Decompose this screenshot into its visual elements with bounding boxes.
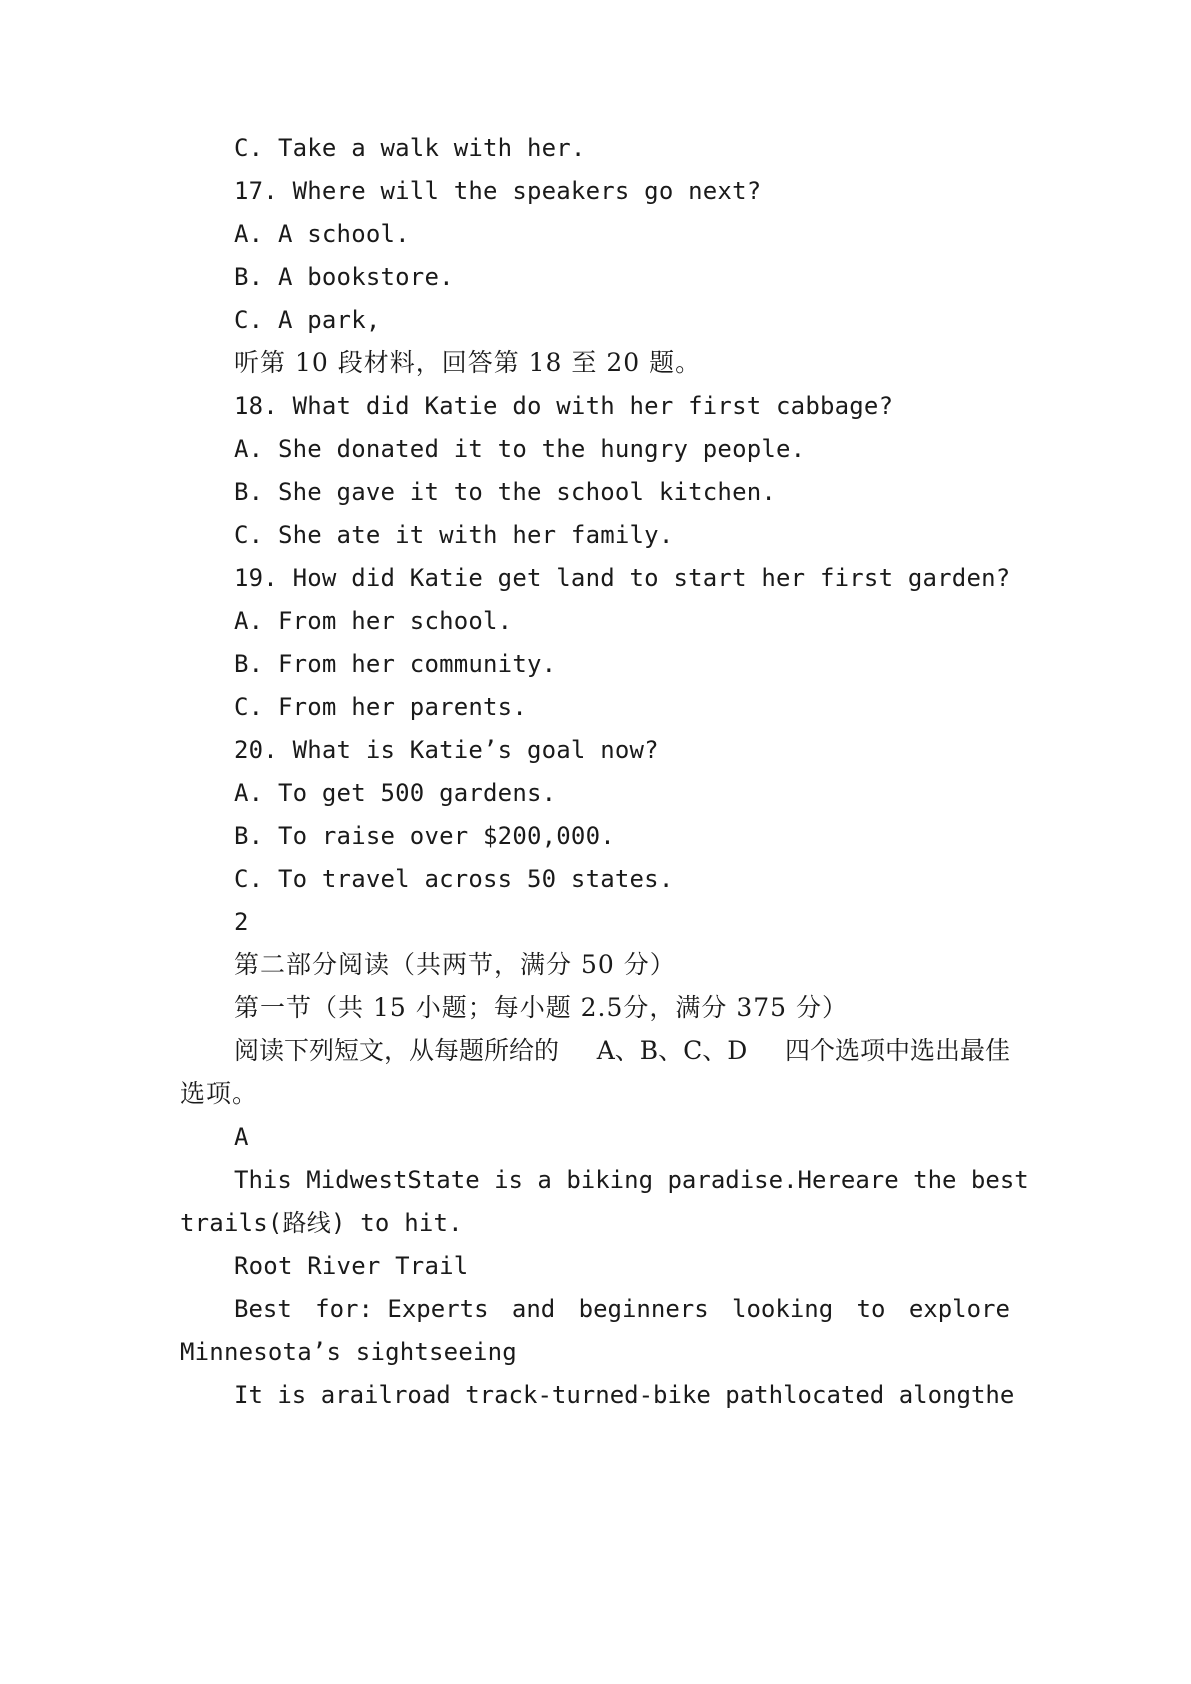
option-18b: B. She gave it to the school kitchen. <box>234 478 777 506</box>
question-20: 20. What is Katie’s goal now? <box>234 736 659 764</box>
option-20a: A. To get 500 gardens. <box>234 779 557 807</box>
description-word: railroad track-turned-bike path <box>335 1381 784 1409</box>
passage-intro-line1 <box>234 1164 1029 1196</box>
description-word: It is a <box>234 1381 336 1409</box>
option-18a: A. She donated it to the hungry people. <box>234 435 806 463</box>
description-word: located along <box>783 1381 971 1409</box>
trail-description-line1 <box>234 1379 1015 1411</box>
section-one-heading: 第一节（共 15 小题；每小题 2.5分，满分 375 分） <box>234 993 849 1022</box>
question-18: 18. What did Katie do with her first cabbage? <box>234 392 894 420</box>
intro-word: This Midwest <box>234 1166 408 1194</box>
best-for-word: Best <box>234 1295 292 1323</box>
best-for-word: and <box>511 1295 556 1323</box>
intro-word: State is a biking paradise. <box>407 1166 798 1194</box>
instruction-word: A、B、C、D <box>596 1036 748 1065</box>
option-19a: A. From her school. <box>234 607 513 635</box>
instruction-word: 四个选项中选出最佳 <box>784 1036 1010 1065</box>
best-for-line1 <box>234 1293 1010 1325</box>
description-word: the <box>970 1381 1015 1409</box>
option-16c: C. Take a walk with her. <box>234 134 586 162</box>
passage-intro-line2: trails(路线) to hit. <box>180 1209 463 1237</box>
option-17a: A. A school. <box>234 220 410 248</box>
option-19c: C. From her parents. <box>234 693 527 721</box>
passage-label: A <box>234 1123 249 1151</box>
intro-word: Here <box>797 1166 856 1194</box>
reading-instruction-line1 <box>234 1035 1010 1067</box>
intro-word: are the best <box>855 1166 1029 1194</box>
option-20c: C. To travel across 50 states. <box>234 865 674 893</box>
best-for-word: explore <box>908 1295 1010 1323</box>
trail-name: Root River Trail <box>234 1252 469 1280</box>
page-number: 2 <box>234 908 249 936</box>
best-for-word: looking <box>732 1295 834 1323</box>
best-for-word: beginners <box>578 1295 709 1323</box>
section-instruction-material-10: 听第 10 段材料，回答第 18 至 20 题。 <box>234 348 702 377</box>
option-18c: C. She ate it with her family. <box>234 521 674 549</box>
best-for-line2: Minnesota’s sightseeing <box>180 1338 517 1366</box>
question-19: 19. How did Katie get land to start her first garden? <box>234 564 1011 592</box>
option-17c: C. A park, <box>234 306 381 334</box>
option-20b: B. To raise over $200,000. <box>234 822 615 850</box>
best-for-word: to <box>856 1295 886 1323</box>
option-19b: B. From her community. <box>234 650 557 678</box>
option-17b: B. A bookstore. <box>234 263 454 291</box>
best-for-word: for: Experts <box>315 1295 489 1323</box>
part-two-heading: 第二部分阅读（共两节，满分 50 分） <box>234 950 676 979</box>
reading-instruction-line2: 选项。 <box>180 1079 259 1108</box>
instruction-word: 阅读下列短文，从每题所给的 <box>234 1036 560 1065</box>
question-17: 17. Where will the speakers go next? <box>234 177 762 205</box>
